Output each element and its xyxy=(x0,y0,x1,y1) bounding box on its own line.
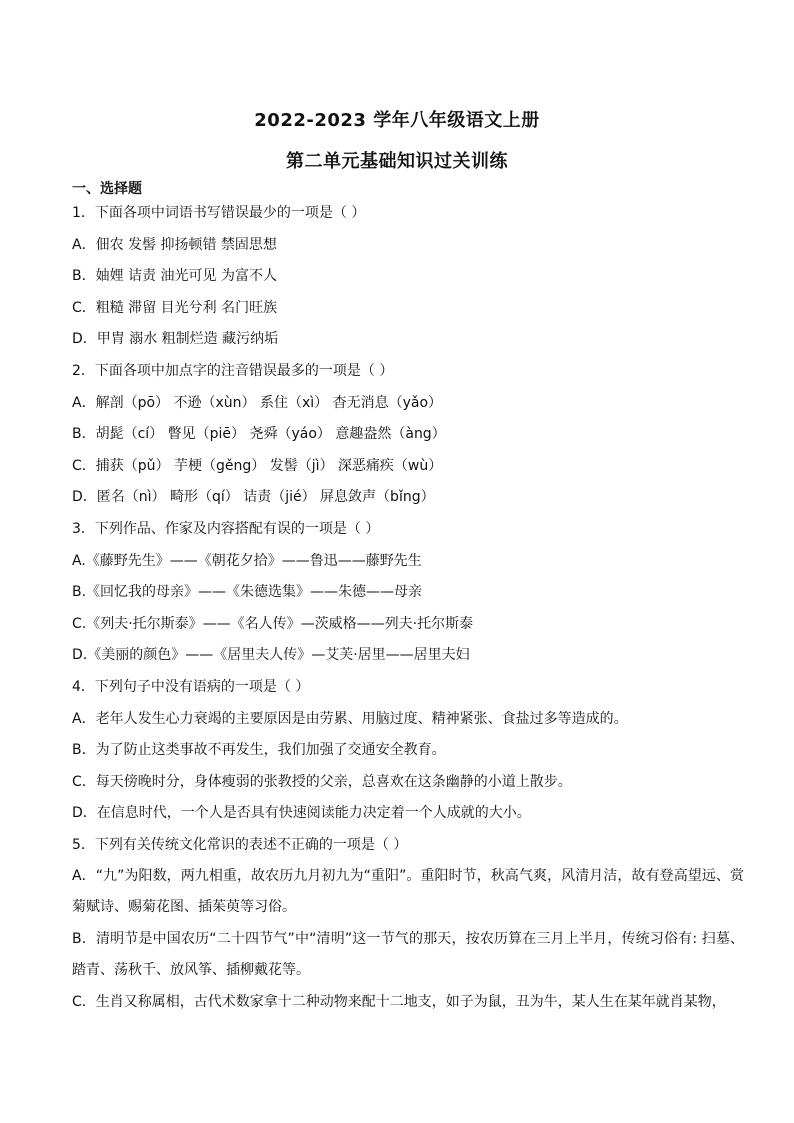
document-title: 2022-2023 学年八年级语文上册 xyxy=(254,110,540,131)
option-1c: C．粗糙 滞留 目光兮利 名门旺族 xyxy=(72,299,278,316)
option-3d: D.《美丽的颜色》——《居里夫人传》—艾芙·居里——居里夫妇 xyxy=(72,647,470,664)
option-5c: C．生肖又称属相，古代术数家拿十二种动物来配十二地支，如子为鼠，丑为牛，某人生在某年就肖某物， xyxy=(72,994,726,1011)
option-1a: A．佃农 发髻 抑扬顿错 禁固思想 xyxy=(72,236,277,253)
option-3b: B.《回忆我的母亲》——《朱德选集》——朱德——母亲 xyxy=(72,584,423,601)
option-4b: B．为了防止这类事故不再发生，我们加强了交通安全教育。 xyxy=(72,742,446,759)
option-2c: C．捕获（pǔ） 芋梗（gěng） 发髻（jì） 深恶痛疾（wù） xyxy=(72,457,443,474)
document-body xyxy=(72,179,744,1024)
option-4d: D．在信息时代，一个人是否具有快速阅读能力决定着一个人成就的大小。 xyxy=(72,805,531,822)
document-subtitle: 第二单元基础知识过关训练 xyxy=(286,151,508,172)
option-1b: B．妯娌 诘责 油光可见 为富不人 xyxy=(72,268,277,285)
option-2d: D．匿名（nì） 畸形（qí） 诘责（jié） 屏息敛声（bǐng） xyxy=(72,489,435,506)
question-2: 2．下面各项中加点字的注音错误最多的一项是（ ） xyxy=(72,362,394,379)
question-5: 5．下列有关传统文化常识的表述不正确的一项是（ ） xyxy=(72,836,408,853)
option-4c: C．每天傍晚时分，身体瘦弱的张教授的父亲，总喜欢在这条幽静的小道上散步。 xyxy=(72,773,572,790)
option-5b: B．清明节是中国农历“二十四节气”中“清明”这一节气的那天，按农历算在三月上半月，传统习俗有: 扫墓、踏青、荡秋千、放风筝、插柳戴花等。 xyxy=(72,930,744,979)
question-3: 3．下列作品、作家及内容搭配有误的一项是（ ） xyxy=(72,520,380,537)
option-4a: A．老年人发生心力衰竭的主要原因是由劳累、用脑过度、精神紧张、食盐过多等造成的。 xyxy=(72,710,628,727)
question-1: 1．下面各项中词语书写错误最少的一项是（ ） xyxy=(72,205,366,221)
option-1d: D．甲胄 溺水 粗制烂造 藏污纳垢 xyxy=(72,331,279,348)
option-5a: A．“九”为阳数，两九相重，故农历九月初九为“重阳”。重阳时节，秋高气爽，风清月洁，故有登高望远、赏菊赋诗、赐菊花图、插茱萸等习俗。 xyxy=(72,867,744,916)
question-4: 4．下列句子中没有语病的一项是（ ） xyxy=(72,678,310,695)
option-2b: B．胡髭（cí） 瞥见（piē） 尧舜（yáo） 意趣盎然（àng） xyxy=(72,426,446,443)
option-2a: A．解剖（pō） 不逊（xùn） 系住（xì） 杳无消息（yǎo） xyxy=(72,394,443,411)
option-3a: A.《藤野先生》——《朝花夕拾》——鲁迅——藤野先生 xyxy=(72,552,422,569)
section-heading: 一、选择题 xyxy=(72,181,142,197)
option-3c: C.《列夫·托尔斯泰》——《名人传》—茨威格——列夫·托尔斯泰 xyxy=(72,615,474,632)
